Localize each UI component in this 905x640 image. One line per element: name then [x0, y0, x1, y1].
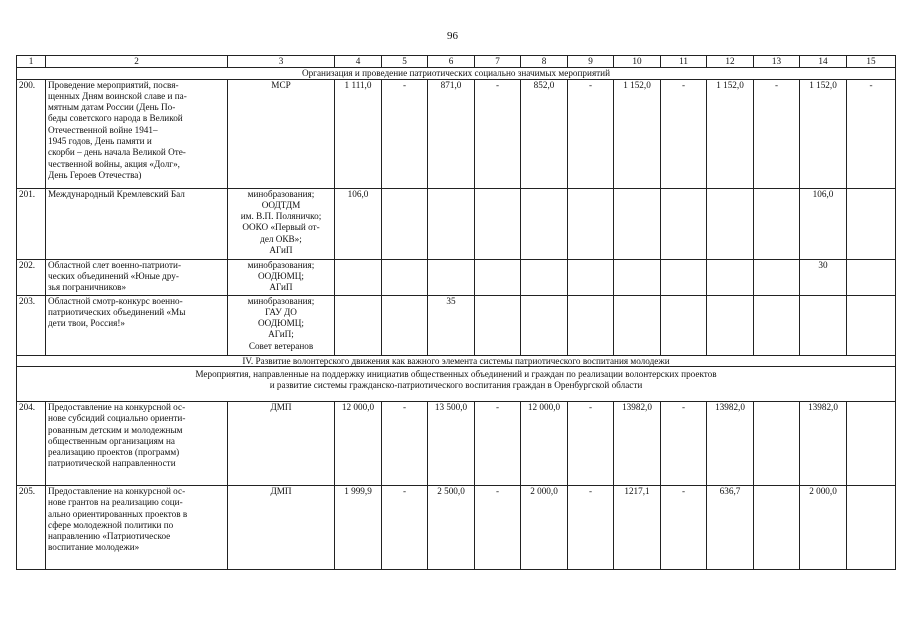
- text-line: зья пограничников»: [48, 282, 127, 293]
- subsection-heading-row: [17, 367, 896, 402]
- text-line: Проведение мероприятий, посвя-: [48, 79, 179, 90]
- value-cell: [847, 259, 896, 295]
- value-cell: [847, 188, 896, 259]
- executor: [228, 295, 335, 355]
- row-number: 202.: [17, 259, 46, 295]
- text-line: ДМП: [270, 402, 292, 412]
- value-cell: 636,7: [707, 486, 754, 570]
- value-cell: 1 152,0: [614, 79, 661, 188]
- value-cell: [707, 295, 754, 355]
- value-cell: [800, 295, 847, 355]
- col-number: 11: [661, 56, 707, 68]
- text-line: АГиП: [269, 282, 293, 293]
- value-cell: -: [568, 486, 614, 570]
- text-line: минобразования;: [247, 295, 315, 306]
- value-cell: -: [754, 79, 800, 188]
- text-line: МСР: [271, 79, 291, 90]
- value-cell: 1 152,0: [707, 79, 754, 188]
- value-cell: [754, 259, 800, 295]
- text-line: Предоставление на конкурсной ос-: [48, 402, 186, 412]
- text-line: реализацию проектов (программ): [48, 447, 180, 458]
- activity-name: [46, 79, 228, 188]
- table-row: [17, 79, 896, 188]
- value-cell: [707, 188, 754, 259]
- executor: [228, 486, 335, 570]
- executor: [228, 79, 335, 188]
- activity-name: [46, 259, 228, 295]
- executor: [228, 259, 335, 295]
- value-cell: [521, 259, 568, 295]
- value-cell: -: [382, 79, 428, 188]
- value-cell: 35: [428, 295, 475, 355]
- value-cell: [335, 259, 382, 295]
- value-cell: [521, 188, 568, 259]
- value-cell: 1217,1: [614, 486, 661, 570]
- section-heading-row: [17, 355, 896, 367]
- value-cell: [428, 259, 475, 295]
- section-heading: IV. Развитие волонтерского движения как важного элемента системы патриотического воспитания молодежи: [17, 355, 896, 367]
- text-line: нове грантов на реализацию соци-: [48, 497, 183, 508]
- table-row: [17, 259, 896, 295]
- plan-table: [16, 55, 896, 570]
- value-cell: 1 111,0: [335, 79, 382, 188]
- value-cell: 106,0: [335, 188, 382, 259]
- col-number: 8: [521, 56, 568, 68]
- text-line: ДМП: [270, 486, 292, 496]
- col-number: 4: [335, 56, 382, 68]
- text-line: Отечественной войне 1941–: [48, 124, 158, 135]
- section-heading-row: [17, 68, 896, 80]
- value-cell: 12 000,0: [521, 402, 568, 486]
- value-cell: -: [661, 486, 707, 570]
- value-cell: 1 999,9: [335, 486, 382, 570]
- col-number: 5: [382, 56, 428, 68]
- value-cell: [475, 188, 521, 259]
- activity-name: [46, 486, 228, 570]
- text-line: нове субсидий социально ориенти-: [48, 413, 186, 424]
- text-line: Предоставление на конкурсной ос-: [48, 486, 186, 496]
- value-cell: -: [382, 402, 428, 486]
- value-cell: [568, 295, 614, 355]
- value-cell: -: [661, 402, 707, 486]
- value-cell: -: [382, 486, 428, 570]
- col-number: 14: [800, 56, 847, 68]
- row-number: 203.: [17, 295, 46, 355]
- value-cell: [568, 259, 614, 295]
- value-cell: [521, 295, 568, 355]
- text-line: Совет ветеранов: [248, 340, 314, 351]
- value-cell: [614, 188, 661, 259]
- col-number: 1: [17, 56, 46, 68]
- column-number-row: [17, 56, 896, 68]
- value-cell: [614, 259, 661, 295]
- table-row: [17, 402, 896, 486]
- text-line: скорби – день начала Великой Оте-: [48, 147, 186, 158]
- value-cell: [847, 402, 896, 486]
- text-line: ческих объединений «Юные дру-: [48, 270, 179, 281]
- text-line: ООДЮМЦ;: [258, 270, 304, 281]
- value-cell: 13 500,0: [428, 402, 475, 486]
- text-line: и развитие системы гражданско-патриотического воспитания граждан в Оренбургской области: [269, 379, 643, 390]
- value-cell: [661, 188, 707, 259]
- col-number: 12: [707, 56, 754, 68]
- text-line: ГАУ ДО: [265, 306, 297, 317]
- text-line: 1945 годов, День памяти и: [48, 135, 152, 146]
- value-cell: [382, 188, 428, 259]
- value-cell: [428, 188, 475, 259]
- value-cell: [475, 259, 521, 295]
- executor: [228, 402, 335, 486]
- value-cell: 13982,0: [707, 402, 754, 486]
- value-cell: 871,0: [428, 79, 475, 188]
- text-line: патриотических объединений «Мы: [48, 306, 186, 317]
- text-line: День Героев Отечества): [48, 169, 142, 180]
- text-line: мятным датам России (День По-: [48, 102, 176, 113]
- activity-name: [46, 402, 228, 486]
- text-line: Международный Кремлевский Бал: [48, 188, 185, 199]
- value-cell: [754, 402, 800, 486]
- value-cell: 30: [800, 259, 847, 295]
- value-cell: [661, 259, 707, 295]
- row-number: 205.: [17, 486, 46, 570]
- value-cell: [475, 295, 521, 355]
- text-line: дети твои, Россия!»: [48, 318, 126, 329]
- value-cell: [661, 295, 707, 355]
- value-cell: [847, 486, 896, 570]
- text-line: рованным детским и молодежным: [48, 424, 183, 435]
- value-cell: 852,0: [521, 79, 568, 188]
- text-line: беды советского народа в Великой: [48, 113, 183, 124]
- value-cell: -: [568, 79, 614, 188]
- text-line: дел ОКВ»;: [260, 233, 302, 244]
- value-cell: 13982,0: [800, 402, 847, 486]
- value-cell: -: [847, 79, 896, 188]
- value-cell: -: [475, 402, 521, 486]
- col-number: 2: [46, 56, 228, 68]
- value-cell: 1 152,0: [800, 79, 847, 188]
- text-line: Мероприятия, направленные на поддержку инициатив общественных объединений и граждан по реализации волонтерских проектов: [195, 369, 717, 379]
- value-cell: [754, 188, 800, 259]
- executor: [228, 188, 335, 259]
- text-line: минобразования;: [247, 259, 315, 270]
- text-line: патриотической направленности: [48, 458, 176, 469]
- value-cell: -: [475, 79, 521, 188]
- text-line: ООКО «Первый от-: [242, 222, 320, 233]
- text-line: Областной слет военно-патриоти-: [48, 259, 182, 270]
- text-line: минобразования;: [247, 188, 315, 199]
- value-cell: 13982,0: [614, 402, 661, 486]
- value-cell: [754, 295, 800, 355]
- activity-name: [46, 295, 228, 355]
- table-row: [17, 188, 896, 259]
- value-cell: [707, 259, 754, 295]
- text-line: чественной войны, акция «Долг»,: [48, 158, 180, 169]
- row-number: 204.: [17, 402, 46, 486]
- value-cell: [382, 295, 428, 355]
- row-number: 200.: [17, 79, 46, 188]
- subsection-heading: [17, 367, 896, 402]
- col-number: 6: [428, 56, 475, 68]
- text-line: сфере молодежной политики по: [48, 519, 174, 530]
- activity-name: [46, 188, 228, 259]
- value-cell: 2 500,0: [428, 486, 475, 570]
- value-cell: -: [475, 486, 521, 570]
- value-cell: [754, 486, 800, 570]
- value-cell: [335, 295, 382, 355]
- col-number: 9: [568, 56, 614, 68]
- value-cell: [568, 188, 614, 259]
- text-line: ООДТДМ: [261, 199, 301, 210]
- col-number: 15: [847, 56, 896, 68]
- col-number: 13: [754, 56, 800, 68]
- text-line: общественным организациям на: [48, 435, 175, 446]
- value-cell: 106,0: [800, 188, 847, 259]
- text-line: АГиП;: [268, 329, 294, 340]
- page-number: 96: [447, 30, 458, 42]
- text-line: АГиП: [269, 244, 293, 255]
- text-line: ООДЮМЦ;: [258, 318, 304, 329]
- value-cell: -: [661, 79, 707, 188]
- value-cell: 2 000,0: [521, 486, 568, 570]
- section-heading: Организация и проведение патриотических социально значимых мероприятий: [17, 68, 896, 80]
- table-row: [17, 295, 896, 355]
- value-cell: [382, 259, 428, 295]
- col-number: 7: [475, 56, 521, 68]
- row-number: 201.: [17, 188, 46, 259]
- value-cell: [847, 295, 896, 355]
- value-cell: 12 000,0: [335, 402, 382, 486]
- text-line: им. В.П. Поляничко;: [240, 211, 322, 222]
- col-number: 3: [228, 56, 335, 68]
- value-cell: 2 000,0: [800, 486, 847, 570]
- text-line: Областной смотр-конкурс военно-: [48, 295, 183, 306]
- text-line: направлению «Патриотическое: [48, 531, 171, 542]
- value-cell: -: [568, 402, 614, 486]
- text-line: воспитание молодежи»: [48, 542, 140, 553]
- value-cell: [614, 295, 661, 355]
- col-number: 10: [614, 56, 661, 68]
- text-line: щенных Дням воинской славе и па-: [48, 90, 187, 101]
- text-line: ально ориентированных проектов в: [48, 508, 188, 519]
- table-row: [17, 486, 896, 570]
